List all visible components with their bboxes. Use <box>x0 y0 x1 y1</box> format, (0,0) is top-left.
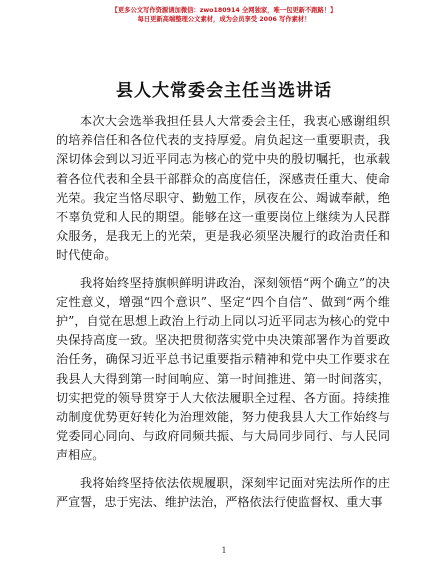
page-number: 1 <box>221 546 227 555</box>
promo-header-line-2: 每日更新高端整理公文素材，成为会员享受 2006 写作素材！ <box>137 16 311 23</box>
document-title: 县人大常委会主任当选讲话 <box>116 81 332 101</box>
promo-header-line-1: 【更多公文写作资源请加微信：zwo180914 全网独家，唯一包更新不跑路！】 <box>111 7 337 14</box>
promo-header <box>0 6 448 24</box>
paragraph: 我将始终坚持依法依规履职，深刻牢记面对宪法所作的庄严宣誓，忠于宪法、维护法治，严格依法行使监督权、重大事 <box>56 475 390 509</box>
paragraph: 本次大会选举我担任县人大常委会主任，我衷心感谢组织的培养信任和各位代表的支持厚爱。肩负起这一重要职责，我深切体会到以习近平同志为核心的党中央的殷切嘱托，也承载着各位代表和全县干部群众的高度信任，深感责任重大、使命光荣。我定当恪尽职守、勤勉工作，夙夜在公、竭诚奉献，绝不辜负党和人民的期望。能够在这一重要岗位上继续为人民群众服务，是我无上的光荣，更是我必须坚决履行的政治责任和时代使命。 <box>56 114 390 263</box>
document-body <box>56 112 390 520</box>
paragraph: 我将始终坚持旗帜鲜明讲政治，深刻领悟“两个确立”的决定性意义，增强“四个意识”、坚定“四个自信”、做到“两个维护”，自觉在思想上政治上行动上同以习近平同志为核心的党中央保持高度一致。坚决把贯彻落实党中央决策部署作为首要政治任务，确保习近平总书记重要指示精神和党中央工作要求在我县人大得到第一时间响应、第一时间推进、第一时间落实，切实把党的领导贯穿于人大依法履职全过程、各方面。持续推动制度优势更好转化为治理效能，努力使我县人大工作始终与党委同心同向、与政府同频共振、与大局同步同行、与人民同声相应。 <box>56 275 390 463</box>
